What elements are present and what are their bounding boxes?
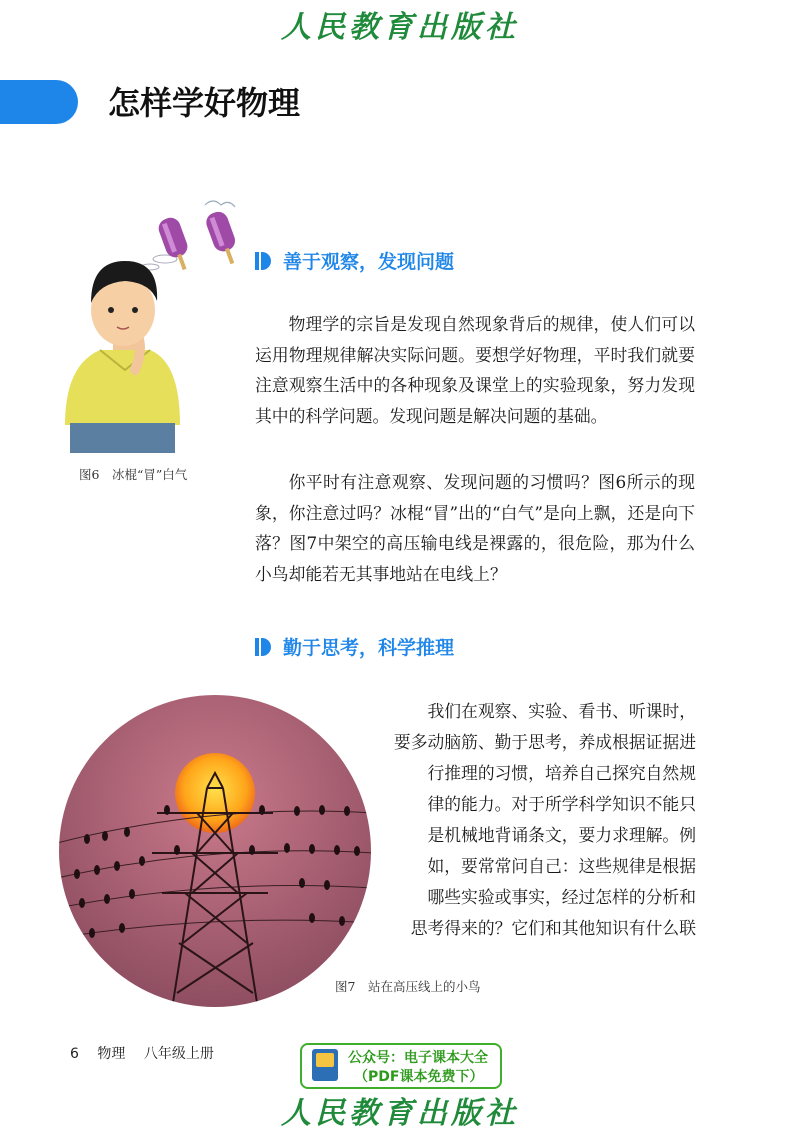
- paragraph-think-line: 律的能力。对于所学科学知识不能只: [427, 794, 696, 814]
- publisher-logo-top: 人民教育出版社: [281, 10, 519, 45]
- figure-6-caption: 图6 冰棍“冒”白气: [79, 467, 188, 482]
- page-footer: [70, 1043, 228, 1063]
- page-title: 怎样学好物理: [108, 84, 301, 122]
- paragraph-think-line: 要多动脑筋、勤于思考，养成根据证据进: [393, 732, 696, 752]
- figure-7-power-tower-photo: [57, 693, 373, 1009]
- paragraph-observe-1: 物理学的宗旨是发现自然现象背后的规律，使人们可以运用物理规律解决实际问题。要想学好物理，平时我们就要注意观察生活中的各种现象及课堂上的实验现象，努力发现其中的科学问题。发现问题是解决问题的基础。: [255, 314, 695, 426]
- paragraph-think-line: 行推理的习惯，培养自己探究自然规: [427, 763, 696, 783]
- paragraph-think-line: 如，要常常问自己：这些规律是根据: [427, 856, 696, 876]
- figure-6-boy-illustration: [55, 195, 255, 460]
- page-number: 6: [70, 1046, 79, 1062]
- paragraph-think-line: 哪些实验或事实，经过怎样的分析和: [427, 887, 696, 907]
- publisher-logo-bottom: 人民教育出版社: [281, 1096, 519, 1131]
- wechat-badge-line1: 公众号：电子课本大全: [348, 1050, 488, 1066]
- wechat-badge-line2: （PDF课本免费下）: [354, 1069, 484, 1085]
- paragraph-observe-2: 你平时有注意观察、发现问题的习惯吗？图6所示的现象，你注意过吗？冰棍“冒”出的“白气”是向上飘，还是向下落？图7中架空的高压输电线是裸露的，很危险，那为什么小鸟却能若无其事地站在电线上？: [255, 472, 695, 584]
- section-marker-icon: [255, 252, 271, 270]
- footer-grade: 八年级上册: [143, 1046, 214, 1062]
- paragraph-think-line: 我们在观察、实验、看书、听课时，: [427, 701, 696, 721]
- paragraph-think-line: 是机械地背诵条文，要力求理解。例: [427, 825, 696, 845]
- section-marker-icon: [255, 638, 271, 656]
- section-heading-text: 勤于思考，科学推理: [283, 637, 455, 659]
- section-heading-observe: [255, 247, 454, 274]
- title-tab-marker: [0, 80, 78, 124]
- figure-7-caption: 图7 站在高压线上的小鸟: [335, 979, 481, 994]
- wechat-badge: [300, 1043, 502, 1089]
- textbook-icon: [312, 1049, 338, 1081]
- footer-subject: 物理: [97, 1046, 126, 1062]
- section-heading-think: [255, 633, 454, 660]
- paragraph-think-line: 思考得来的？它们和其他知识有什么联: [410, 918, 696, 938]
- section-heading-text: 善于观察，发现问题: [283, 251, 455, 273]
